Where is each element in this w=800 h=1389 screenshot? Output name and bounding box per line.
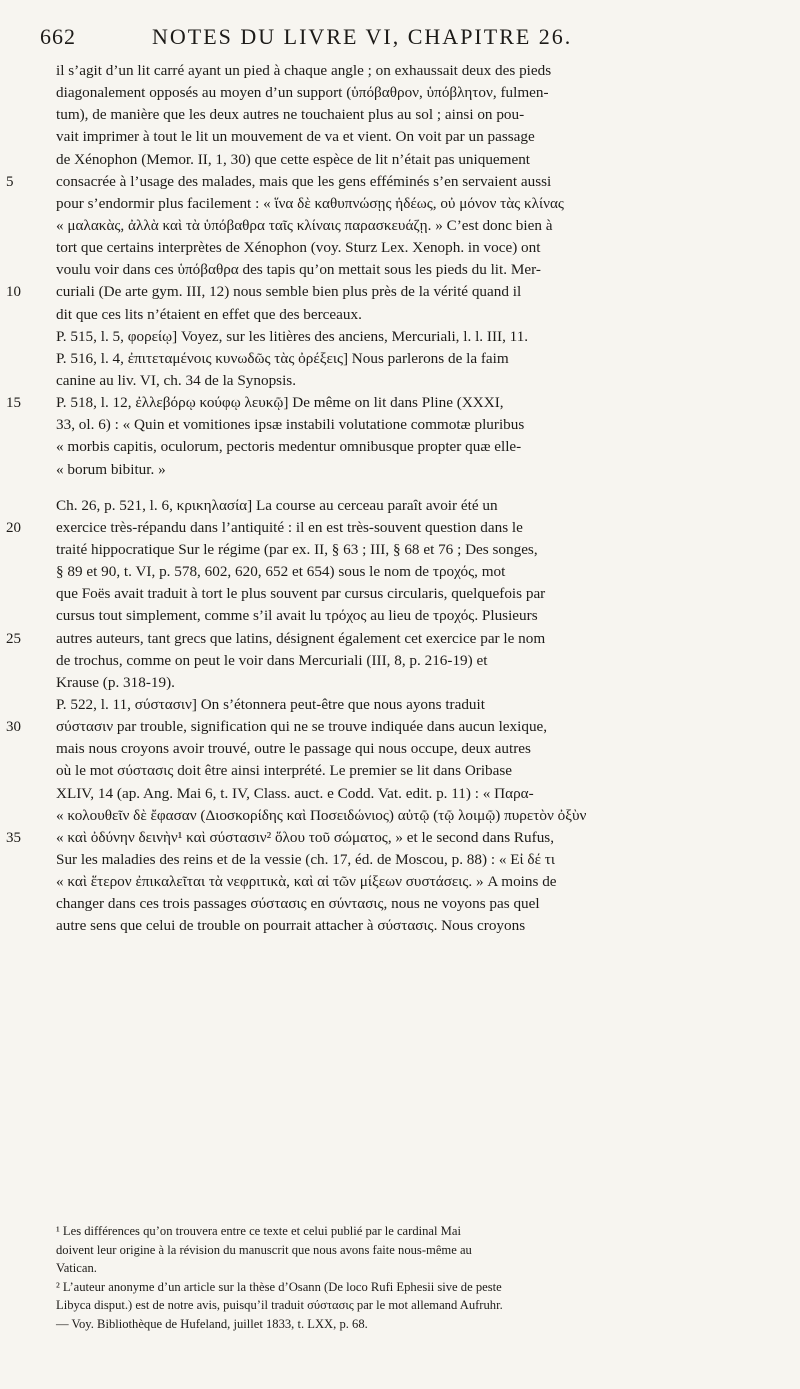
line-number: 25 — [6, 630, 21, 647]
line-number: 35 — [6, 829, 21, 846]
text-line — [6, 281, 764, 303]
line-text: 33, ol. 6) : « Quin et vomitiones ipsæ instabili volutatione commotæ pluribus — [56, 416, 525, 434]
text-line — [56, 193, 764, 215]
line-text: cursus tout simplement, comme s’il avait lu τρόχος au lieu de τροχός. Plusieurs — [56, 607, 538, 625]
text-line — [56, 539, 764, 561]
line-text: il s’agit d’un lit carré ayant un pied à chaque angle ; on exhaussait deux des pieds — [56, 62, 552, 79]
line-number: 30 — [6, 719, 21, 736]
paragraph-gap — [56, 481, 764, 495]
text-line — [56, 849, 764, 871]
text-line — [56, 893, 764, 915]
line-text: où le mot σύστασις doit être ainsi interprété. Le premier se lit dans Oribase — [56, 762, 513, 780]
line-text: voulu voir dans ces ὑπόβαθρα des tapis qu’on mettait sous les pieds du lit. Mer- — [56, 261, 541, 279]
line-text: dit que ces lits n’étaient en effet que des berceaux. — [56, 305, 362, 323]
text-line — [6, 392, 764, 414]
text-line — [56, 459, 764, 481]
text-line — [56, 149, 764, 171]
line-number: 20 — [6, 519, 21, 536]
text-line — [56, 672, 764, 694]
text-line — [56, 738, 764, 760]
line-text: « borum bibitur. » — [56, 460, 166, 478]
line-number: 15 — [6, 395, 21, 412]
text-line — [56, 436, 764, 458]
text-line — [56, 760, 764, 782]
text-line — [56, 370, 764, 392]
line-text: P. 515, l. 5, φορείῳ] Voyez, sur les litières des anciens, Mercuriali, l. l. III, 11. — [56, 327, 529, 345]
line-text: changer dans ces trois passages σύστασις en σύντασις, nous ne voyons pas quel — [56, 895, 540, 913]
line-text: Krause (p. 318-19). — [56, 673, 175, 691]
line-text: vait imprimer à tout le lit un mouvement de va et vient. On voit par un passage — [56, 128, 535, 146]
line-text: pour s’endormir plus facilement : « ἵνα δὲ καθυπνώσῃς ἡδέως, οὐ μόνον τὰς κλίνας — [56, 194, 564, 212]
text-line — [56, 237, 764, 259]
text-line — [56, 561, 764, 583]
text-line — [6, 827, 764, 849]
line-text: diagonalement opposés au moyen d’un support (ὑπόβαθρον, ὑπόβλητον, fulmen- — [56, 84, 549, 102]
main-text — [6, 60, 764, 937]
line-text: de Xénophon (Memor. II, 1, 30) que cette espèce de lit n’était pas uniquement — [56, 150, 531, 168]
text-line — [56, 805, 764, 827]
line-text: de trochus, comme on peut le voir dans Mercuriali (III, 8, p. 216-19) et — [56, 651, 488, 669]
line-text: que Foës avait traduit à tort le plus souvent par cursus circularis, quelquefois par — [56, 585, 546, 603]
line-text: tort que certains interprètes de Xénophon (voy. Sturz Lex. Xenoph. in voce) ont — [56, 239, 541, 257]
line-text: P. 522, l. 11, σύστασιν] On s’étonnera peut-être que nous ayons traduit — [56, 695, 485, 713]
text-line — [56, 304, 764, 326]
line-text: exercice très-répandu dans l’antiquité : il en est très-souvent question dans le — [56, 518, 523, 536]
line-text: Sur les maladies des reins et de la vessie (ch. 17, éd. de Moscou, p. 88) : « Εἰ δέ τι — [56, 850, 555, 868]
line-text: « κολουθεῖν δὲ ἔφασαν (Διοσκορίδης καὶ Ποσειδώνιος) αὐτῷ (τῷ λοιμῷ) πυρετὸν ὀξὺν — [56, 806, 587, 824]
text-line — [56, 583, 764, 605]
line-text: XLIV, 14 (ap. Ang. Mai 6, t. IV, Class. auct. e Codd. Vat. edit. p. 11) : « Παρα- — [56, 784, 534, 802]
page-number: 662 — [40, 24, 76, 49]
line-text: « καὶ ἕτερον ἐπικαλεῖται τὰ νεφριτικὰ, καὶ αἱ τῶν μίξεων συστάσεις. » A moins de — [56, 873, 557, 891]
text-line — [56, 104, 764, 126]
footnote-line: Vatican. — [56, 1261, 97, 1275]
line-number: 10 — [6, 284, 21, 301]
text-line — [56, 259, 764, 281]
line-number: 5 — [6, 173, 14, 190]
line-text: P. 516, l. 4, ἐπιτεταμένοις κυνωδῶς τὰς ὀρέξεις] Nous parlerons de la faim — [56, 349, 509, 367]
text-line — [6, 171, 764, 193]
line-text: mais nous croyons avoir trouvé, outre le passage qui nous occupe, deux autres — [56, 740, 531, 758]
line-text: § 89 et 90, t. VI, p. 578, 602, 620, 652 et 654) sous le nom de τροχός, mot — [56, 563, 506, 581]
line-text: tum), de manière que les deux autres ne touchaient plus au sol ; ainsi on pou- — [56, 106, 525, 124]
footnote-line: doivent leur origine à la révision du manuscrit que nous avons faite nous-même au — [56, 1242, 472, 1257]
text-line — [56, 126, 764, 148]
line-text: « καὶ ὀδύνην δεινὴν¹ καὶ σύστασιν² ὅλου τοῦ σώματος, » et le second dans Rufus, — [56, 828, 555, 846]
text-line — [56, 82, 764, 104]
line-text: « μαλακὰς, ἀλλὰ καὶ τὰ ὑπόβαθρα ταῖς κλίναις παρασκευάζῃ. » C’est donc bien à — [56, 216, 553, 234]
line-text: autre sens que celui de trouble on pourrait attacher à σύστασις. Nous croyons — [56, 917, 526, 935]
text-line — [6, 716, 764, 738]
line-text: curiali (De arte gym. III, 12) nous semble bien plus près de la vérité quand il — [56, 283, 522, 301]
running-header — [40, 24, 770, 54]
text-line — [56, 60, 764, 82]
text-line — [56, 694, 764, 716]
text-line — [56, 915, 764, 937]
line-text: σύστασιν par trouble, signification qui ne se trouve indiquée dans aucun lexique, — [56, 718, 548, 736]
line-text: traité hippocratique Sur le régime (par ex. II, § 63 ; III, § 68 et 76 ; Des songes, — [56, 540, 538, 558]
line-text: « morbis capitis, oculorum, pectoris medentur omnibusque propter quæ elle- — [56, 438, 522, 456]
line-text: autres auteurs, tant grecs que latins, désignent également cet exercice par le nom — [56, 629, 546, 647]
text-line — [6, 628, 764, 650]
text-line — [56, 348, 764, 370]
text-line — [56, 326, 764, 348]
text-line — [56, 650, 764, 672]
text-line — [56, 605, 764, 627]
footnote-line: Libyca disput.) est de notre avis, puisqu’il traduit σύστασις par le mot allemand Aufruhr. — [56, 1298, 503, 1312]
text-line — [6, 517, 764, 539]
footnote-line: — Voy. Bibliothèque de Hufeland, juillet 1833, t. LXX, p. 68. — [56, 1316, 368, 1331]
line-text: Ch. 26, p. 521, l. 6, κρικηλασία] La course au cerceau paraît avoir été un — [56, 496, 498, 514]
text-line — [56, 495, 764, 517]
text-line — [56, 414, 764, 436]
footnote-line: ² L’auteur anonyme d’un article sur la thèse d’Osann (De loco Rufi Ephesii sive de peste — [56, 1279, 502, 1294]
footnotes — [56, 1222, 764, 1333]
page-title: NOTES DU LIVRE VI, CHAPITRE 26. — [152, 24, 573, 49]
text-line — [56, 783, 764, 805]
footnote-line: ¹ Les différences qu’on trouvera entre ce texte et celui publié par le cardinal Mai — [56, 1224, 461, 1238]
text-line — [56, 215, 764, 237]
line-text: P. 518, l. 12, ἐλλεβόρῳ κούφῳ λευκῷ] De même on lit dans Pline (XXXI, — [56, 394, 504, 412]
line-text: canine au liv. VI, ch. 34 de la Synopsis. — [56, 371, 297, 389]
text-line — [56, 871, 764, 893]
line-text: consacrée à l’usage des malades, mais que les gens efféminés s’en servaient aussi — [56, 172, 552, 190]
